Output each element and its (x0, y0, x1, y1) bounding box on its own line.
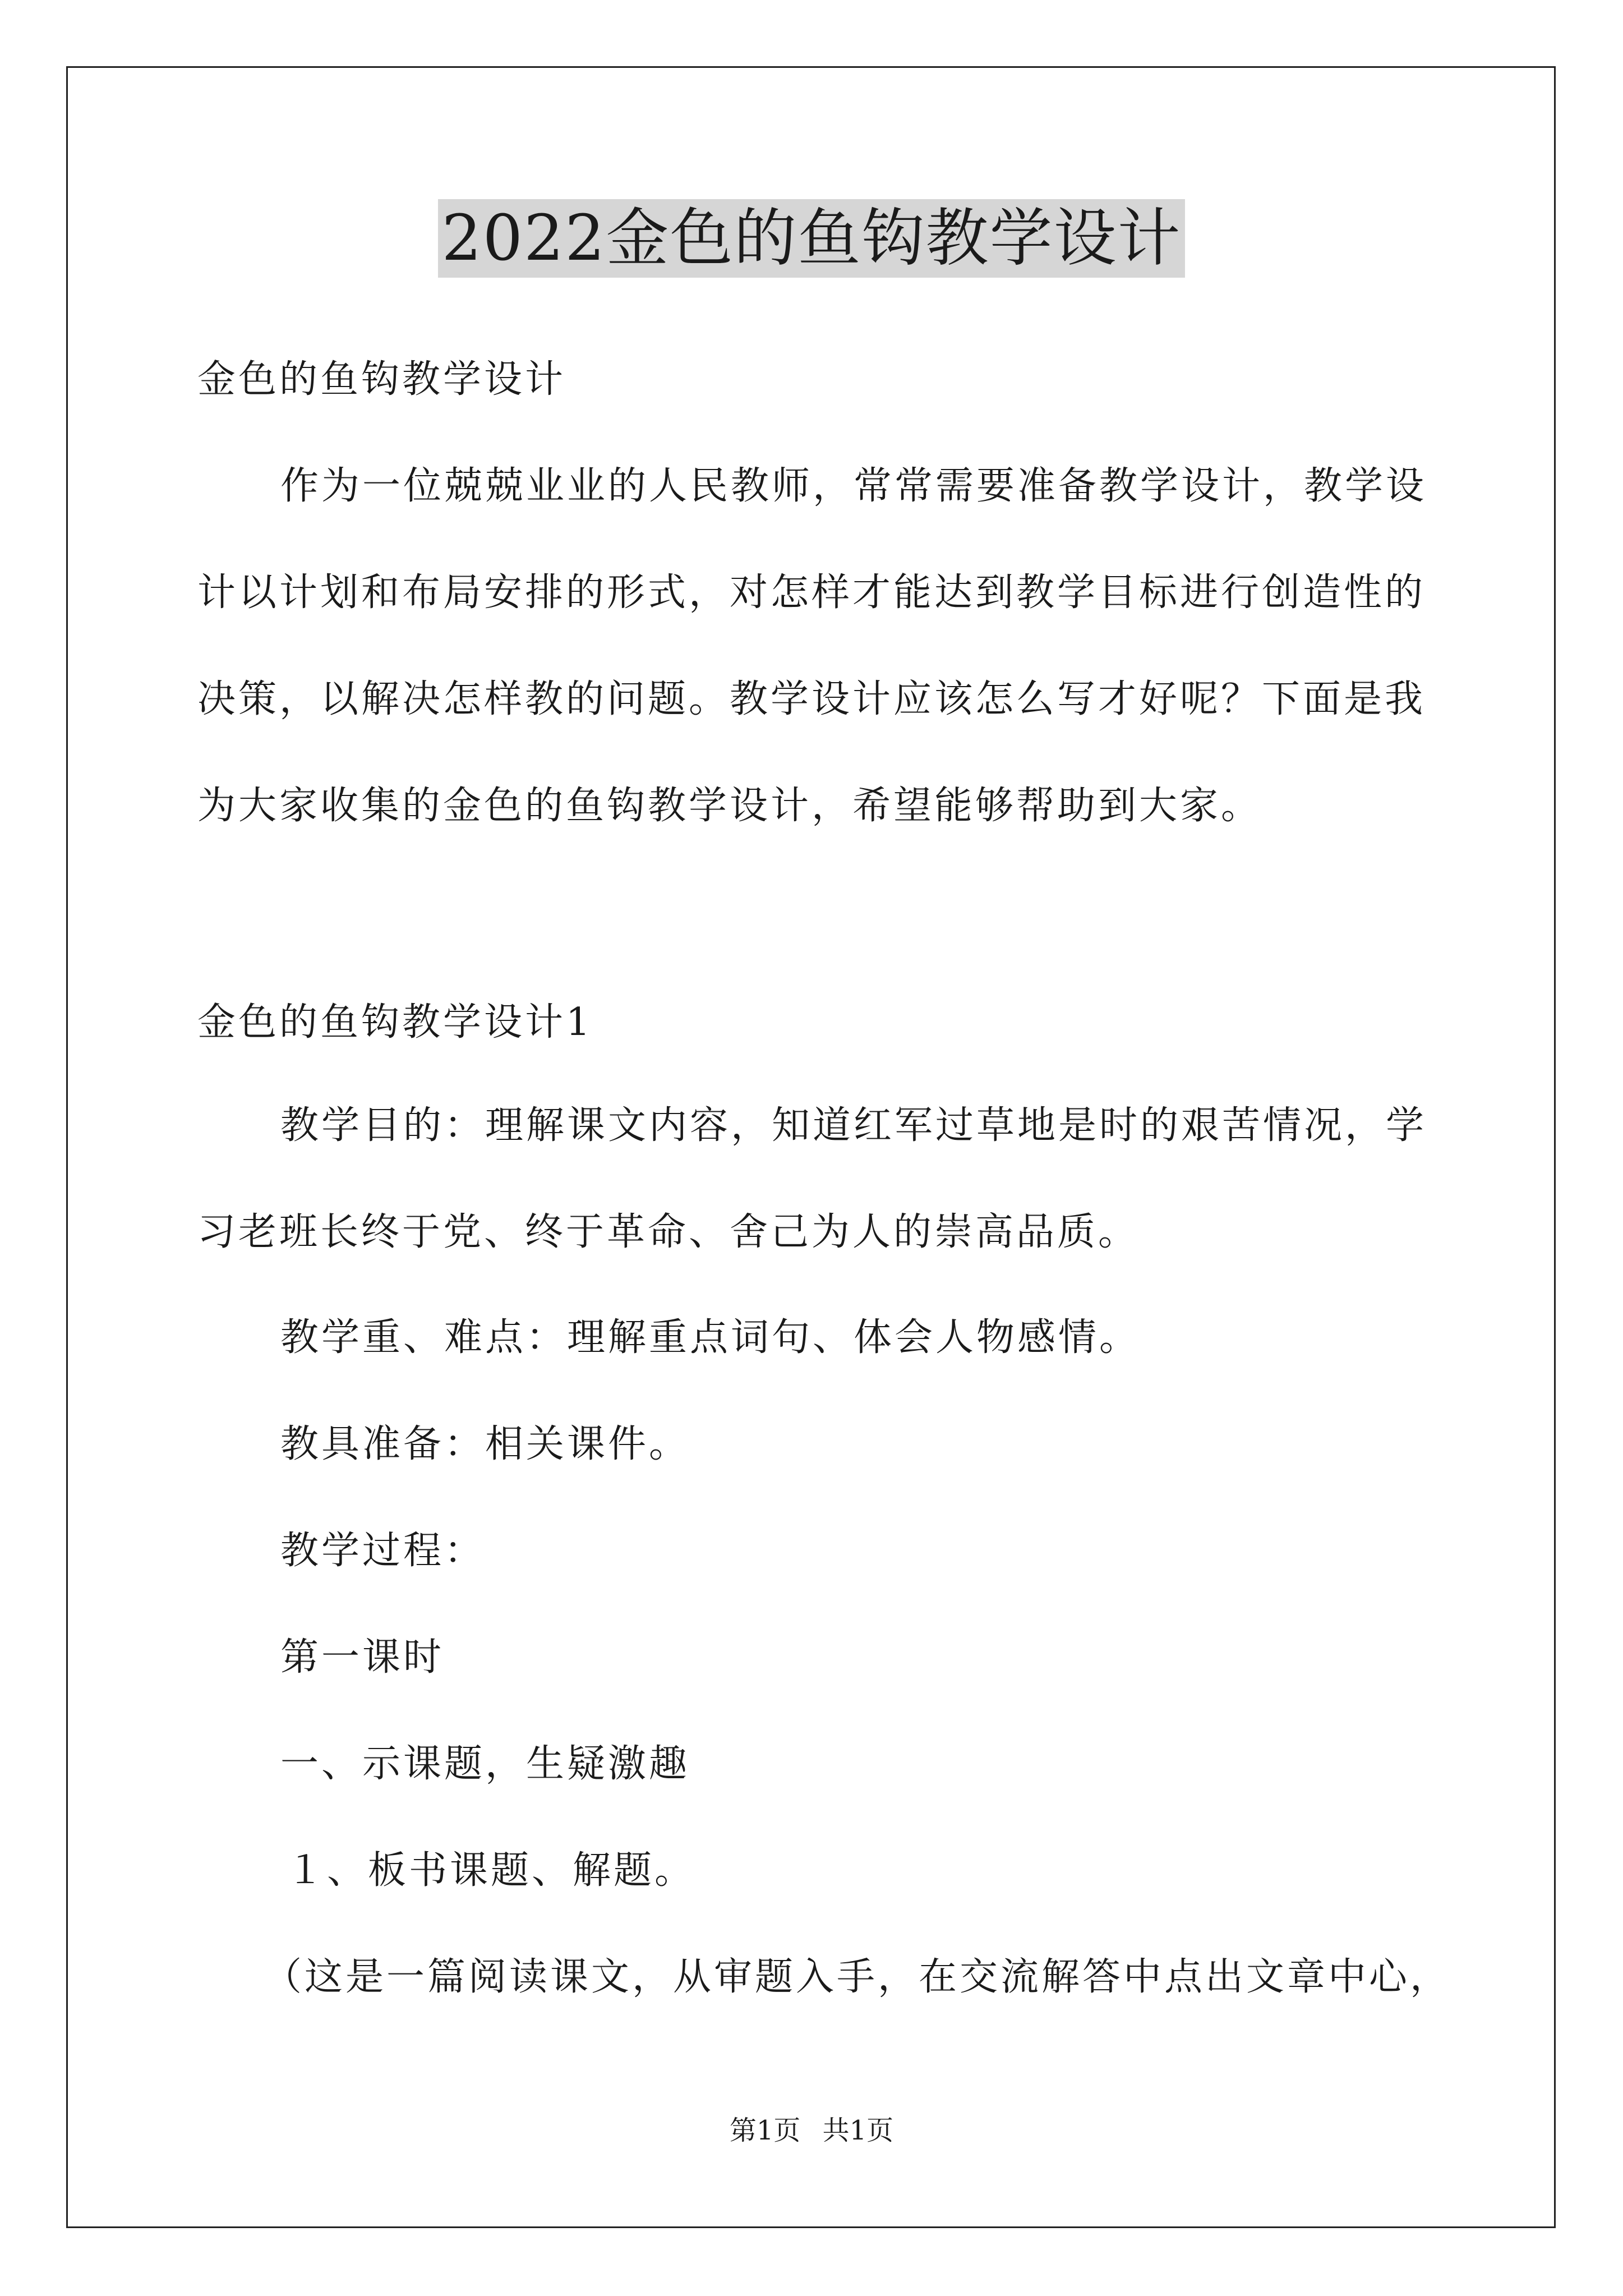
page-number: 第1页 (729, 2115, 801, 2146)
intro-line-4: 为大家收集的金色的鱼钩教学设计，希望能够帮助到大家。 (197, 784, 1262, 828)
document-title: 2022金色的鱼钩教学设计 (438, 199, 1184, 278)
subtitle: 金色的鱼钩教学设计 (197, 357, 566, 402)
page-footer (0, 2114, 1623, 2147)
section-heading: 金色的鱼钩教学设计1 (197, 1000, 593, 1045)
goal-line-2: 习老班长终于党、终于革命、舍己为人的崇高品质。 (197, 1210, 1140, 1254)
key-points: 教学重、难点：理解重点词句、体会人物感情。 (280, 1315, 1141, 1360)
step-one: 一、示课题，生疑激趣 (280, 1742, 690, 1786)
teaching-process: 教学过程： (280, 1529, 486, 1573)
intro-line-3: 决策，以解决怎样教的问题。教学设计应该怎么写才好呢？下面是我 (197, 677, 1426, 721)
step-one-item: １、板书课题、解题。 (286, 1848, 696, 1893)
lesson-label: 第一课时 (280, 1635, 445, 1680)
goal-line-1: 教学目的：理解课文内容，知道红军过草地是时的艰苦情况，学 (280, 1103, 1427, 1148)
page-total: 共1页 (822, 2115, 894, 2146)
intro-line-2: 计以计划和布局安排的形式，对怎样才能达到教学目标进行创造性的 (197, 570, 1426, 615)
title-container (0, 199, 1623, 278)
intro-line-1: 作为一位兢兢业业的人民教师，常常需要准备教学设计，教学设 (280, 464, 1427, 508)
teaching-tools: 教具准备：相关课件。 (280, 1422, 690, 1466)
note-line: （这是一篇阅读课文，从审题入手，在交流解答中点出文章中心， (264, 1955, 1451, 1999)
